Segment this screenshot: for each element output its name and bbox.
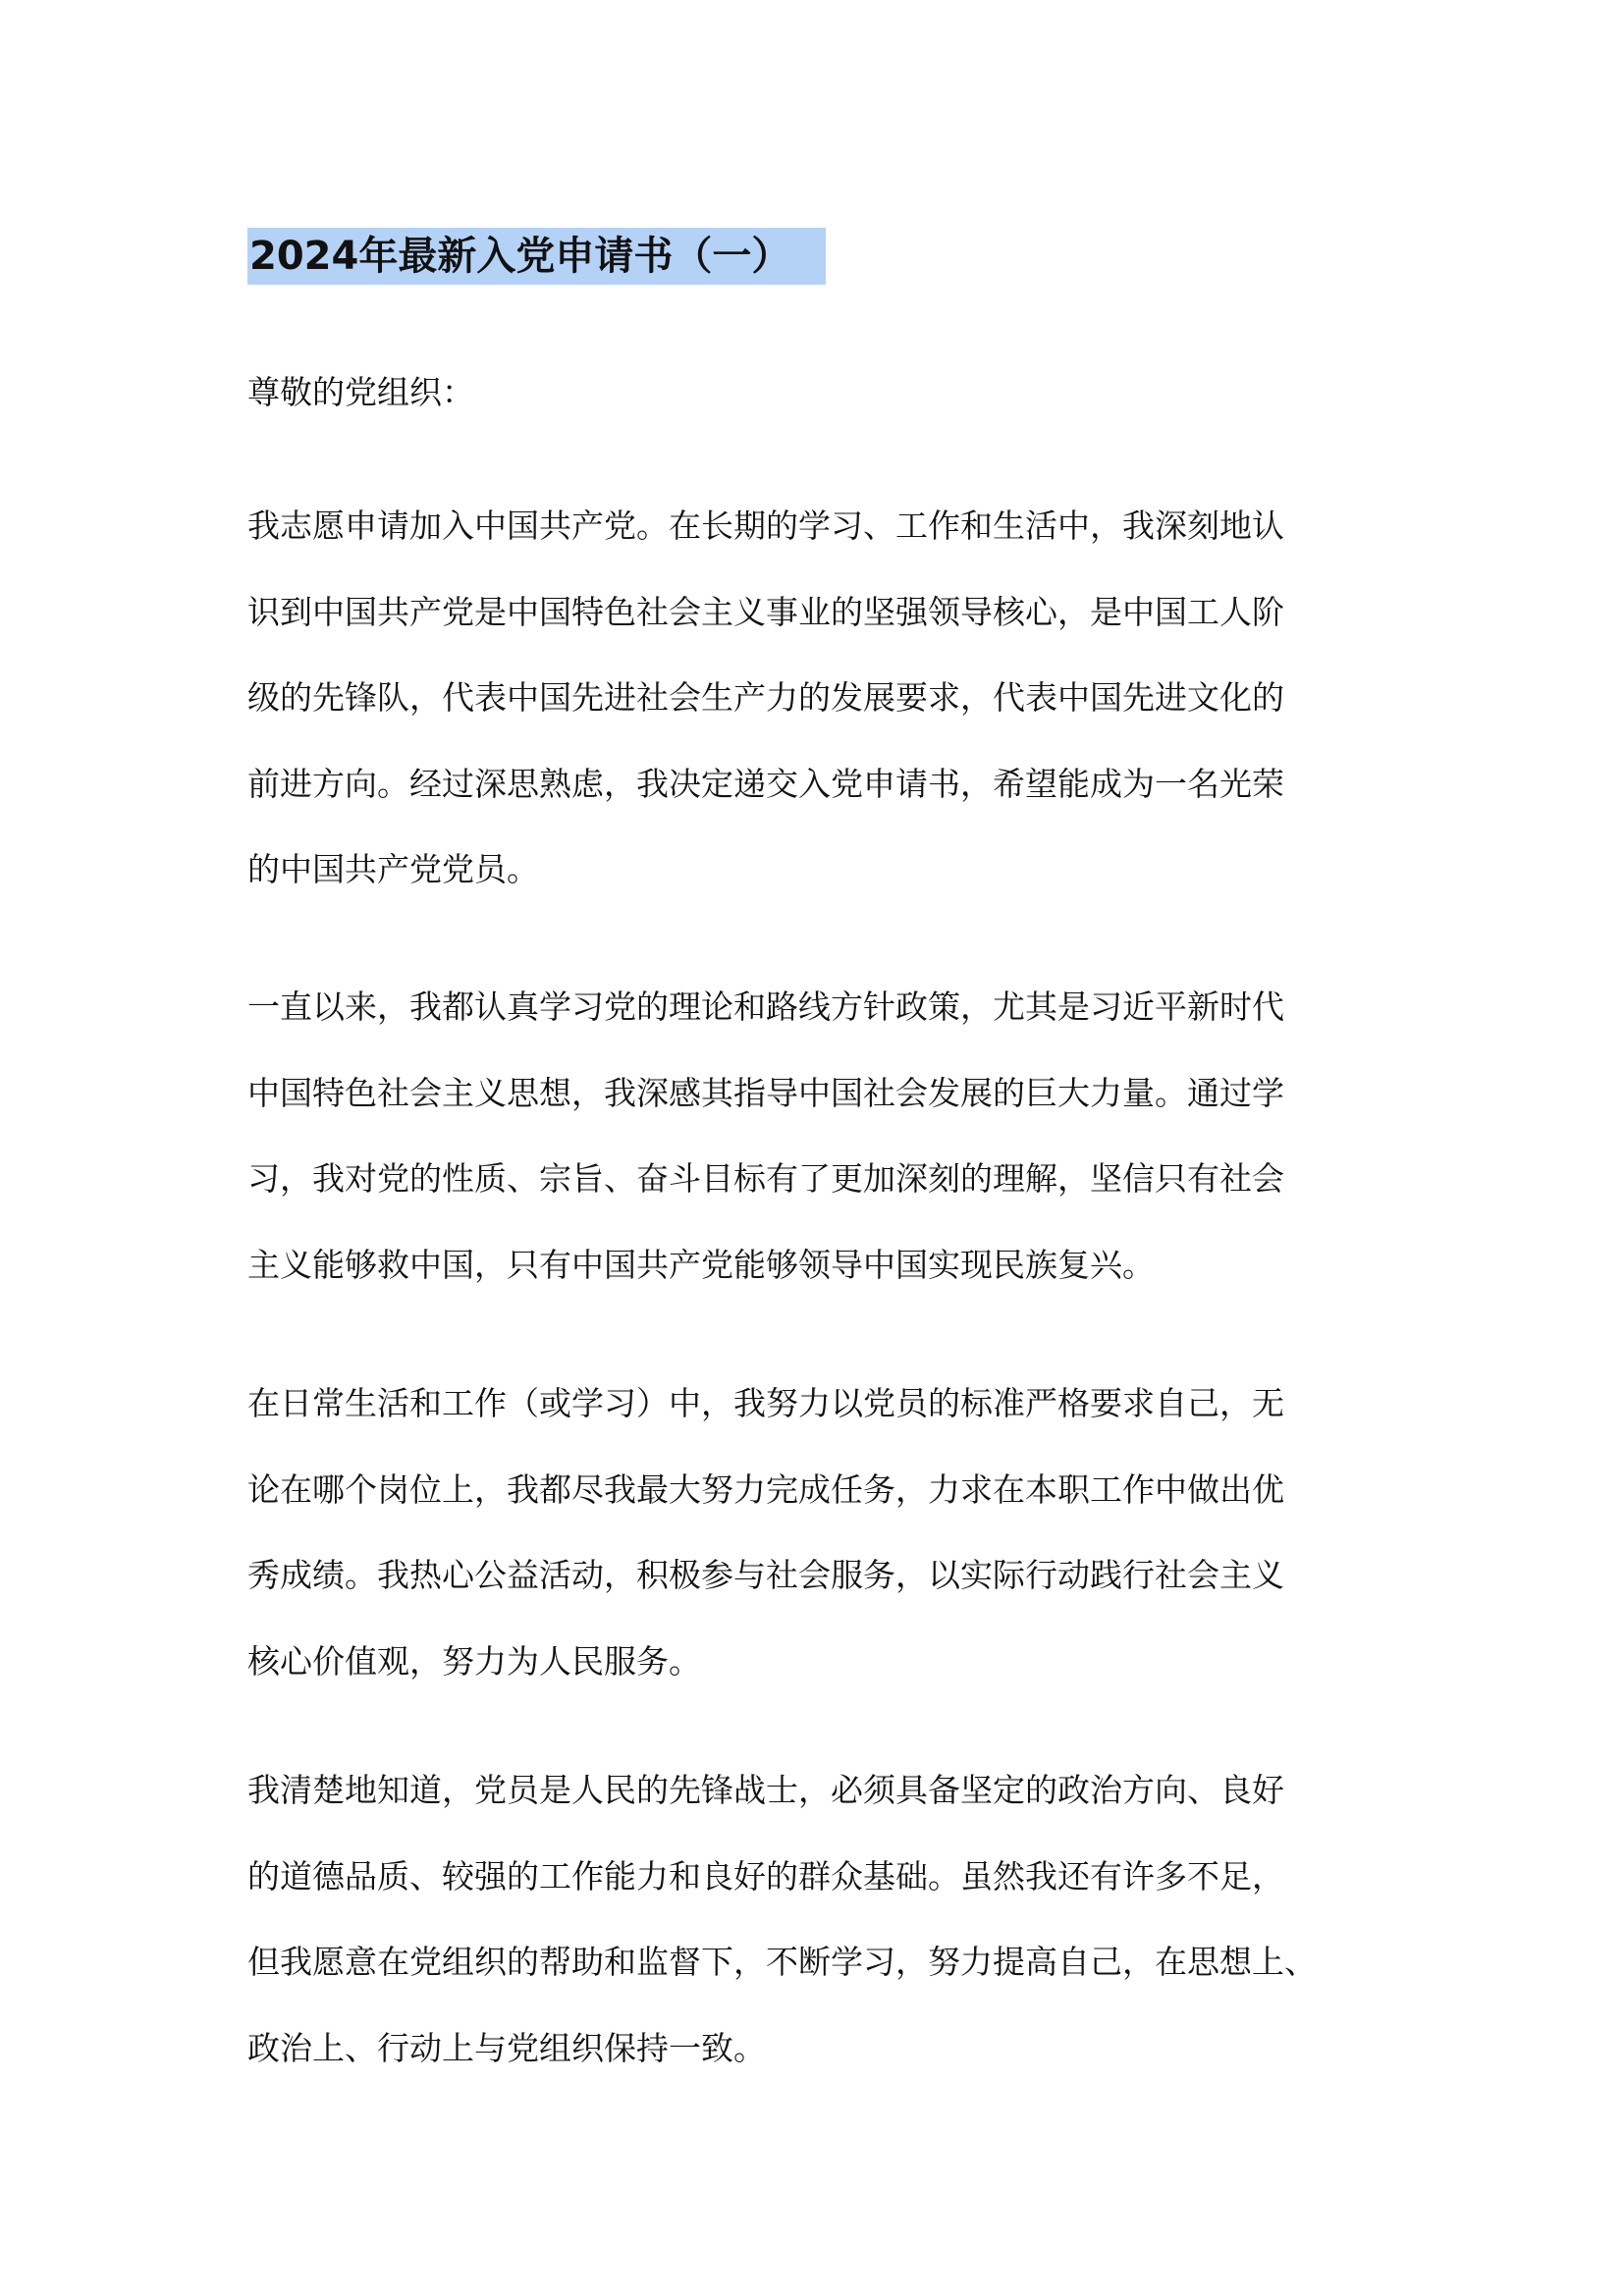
paragraph-line: 我清楚地知道，党员是人民的先锋战士，必须具备坚定的政治方向、良好 <box>247 1771 1284 1809</box>
paragraph-line: 主义能够救中国，只有中国共产党能够领导中国实现民族复兴。 <box>247 1245 1155 1284</box>
paragraph-line: 习，我对党的性质、宗旨、奋斗目标有了更加深刻的理解，坚信只有社会 <box>247 1159 1284 1198</box>
paragraph-line: 识到中国共产党是中国特色社会主义事业的坚强领导核心，是中国工人阶 <box>247 592 1284 631</box>
paragraph-line: 但我愿意在党组织的帮助和监督下，不断学习，努力提高自己，在思想上、 <box>247 1943 1317 1981</box>
paragraph-3 <box>247 1361 1284 1704</box>
document-title: 2024年最新入党申请书（一） <box>247 228 826 285</box>
paragraph-1 <box>247 483 1284 913</box>
paragraph-line: 的道德品质、较强的工作能力和良好的群众基础。虽然我还有许多不足， <box>247 1856 1284 1896</box>
paragraph-4 <box>247 1747 1317 2091</box>
paragraph-line: 核心价值观，努力为人民服务。 <box>247 1641 701 1681</box>
paragraph-line: 我志愿申请加入中国共产党。在长期的学习、工作和生活中，我深刻地认 <box>247 507 1284 545</box>
paragraph-line: 级的先锋队，代表中国先进社会生产力的发展要求，代表中国先进文化的 <box>247 678 1284 717</box>
paragraph-line: 在日常生活和工作（或学习）中，我努力以党员的标准严格要求自己，无 <box>247 1384 1284 1422</box>
paragraph-line: 中国特色社会主义思想，我深感其指导中国社会发展的巨大力量。通过学 <box>247 1073 1284 1112</box>
paragraph-line: 前进方向。经过深思熟虑，我决定递交入党申请书，希望能成为一名光荣 <box>247 764 1284 803</box>
paragraph-line: 的中国共产党党员。 <box>247 850 539 888</box>
paragraph-line: 一直以来，我都认真学习党的理论和路线方针政策，尤其是习近平新时代 <box>247 988 1284 1026</box>
paragraph-line: 论在哪个岗位上，我都尽我最大努力完成任务，力求在本职工作中做出优 <box>247 1469 1284 1509</box>
paragraph-2 <box>247 964 1284 1308</box>
paragraph-line: 政治上、行动上与党组织保持一致。 <box>247 2028 766 2067</box>
paragraph-line: 秀成绩。我热心公益活动，积极参与社会服务，以实际行动践行社会主义 <box>247 1556 1284 1594</box>
salutation: 尊敬的党组织： <box>247 373 474 411</box>
